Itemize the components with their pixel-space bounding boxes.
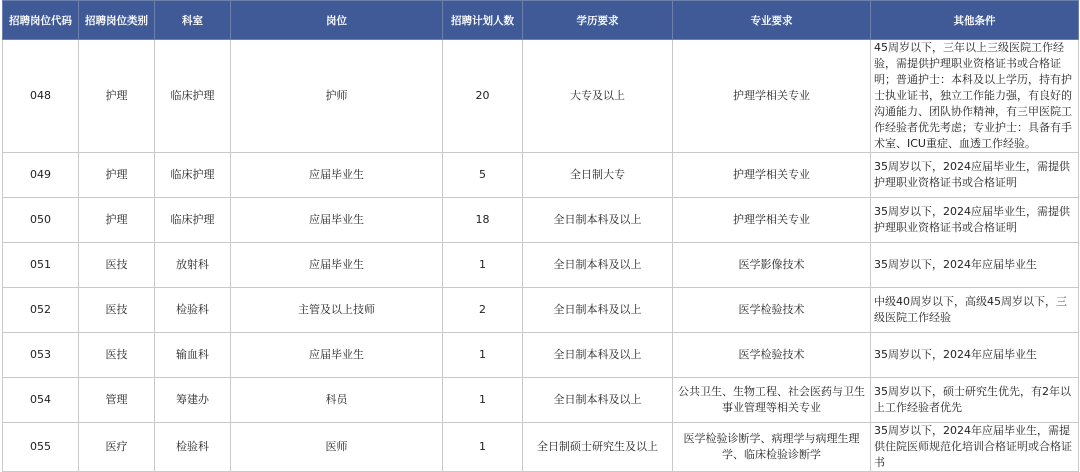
cell-category: 医技 [79,243,155,288]
cell-position: 应届毕业生 [231,198,443,243]
cell-major: 护理学相关专业 [673,40,871,153]
cell-code: 048 [3,40,79,153]
cell-position: 应届毕业生 [231,333,443,378]
cell-department: 临床护理 [155,153,231,198]
table-row [3,423,1079,472]
cell-conditions: 35周岁以下，2024年应届毕业生，需提供住院医师规范化培训合格证明或合格证书 [871,423,1079,472]
cell-education: 大专及以上 [523,40,673,153]
header-other-conditions: 其他条件 [871,1,1079,40]
cell-conditions: 35周岁以下，2024年应届毕业生 [871,243,1079,288]
cell-education: 全日制大专 [523,153,673,198]
cell-count: 1 [443,243,523,288]
cell-conditions: 中级40周岁以下，高级45周岁以下，三级医院工作经验 [871,288,1079,333]
cell-code: 049 [3,153,79,198]
recruitment-table [2,0,1079,472]
cell-department: 放射科 [155,243,231,288]
cell-code: 055 [3,423,79,472]
cell-education: 全日制硕士研究生及以上 [523,423,673,472]
cell-major: 医学检验技术 [673,288,871,333]
cell-conditions: 45周岁以下，三年以上三级医院工作经验，需提供护理职业资格证书或合格证明；普通护士：本科及以上学历，持有护士执业证书，独立工作能力强，有良好的沟通能力、团队协作精神，有三甲医院工作经验者优先考虑；专业护士：具备有手术室、ICU重症、血透工作经验。 [871,40,1079,153]
cell-major: 医学影像技术 [673,243,871,288]
table-row [3,153,1079,198]
cell-conditions: 35周岁以下，2024应届毕业生，需提供护理职业资格证书或合格证明 [871,198,1079,243]
header-position-code: 招聘岗位代码 [3,1,79,40]
cell-category: 护理 [79,153,155,198]
header-department: 科室 [155,1,231,40]
cell-count: 5 [443,153,523,198]
cell-position: 医师 [231,423,443,472]
cell-education: 全日制本科及以上 [523,243,673,288]
header-major: 专业要求 [673,1,871,40]
cell-department: 临床护理 [155,40,231,153]
cell-position: 主管及以上技师 [231,288,443,333]
cell-category: 护理 [79,198,155,243]
cell-education: 全日制本科及以上 [523,288,673,333]
header-position: 岗位 [231,1,443,40]
cell-department: 检验科 [155,423,231,472]
cell-conditions: 35周岁以下，2024年应届毕业生 [871,333,1079,378]
table-row [3,40,1079,153]
cell-category: 管理 [79,378,155,423]
cell-department: 检验科 [155,288,231,333]
cell-code: 053 [3,333,79,378]
header-planned-count: 招聘计划人数 [443,1,523,40]
cell-department: 筹建办 [155,378,231,423]
cell-conditions: 35周岁以下，2024应届毕业生，需提供护理职业资格证书或合格证明 [871,153,1079,198]
cell-category: 护理 [79,40,155,153]
cell-code: 054 [3,378,79,423]
cell-count: 1 [443,333,523,378]
header-position-category: 招聘岗位类别 [79,1,155,40]
table-row [3,243,1079,288]
table-row [3,288,1079,333]
cell-department: 临床护理 [155,198,231,243]
cell-count: 1 [443,378,523,423]
cell-category: 医技 [79,333,155,378]
cell-major: 公共卫生、生物工程、社会医药与卫生事业管理等相关专业 [673,378,871,423]
cell-major: 医学检验诊断学、病理学与病理生理学、临床检验诊断学 [673,423,871,472]
cell-position: 护师 [231,40,443,153]
cell-department: 输血科 [155,333,231,378]
header-row [3,1,1079,40]
cell-code: 050 [3,198,79,243]
cell-category: 医疗 [79,423,155,472]
cell-position: 应届毕业生 [231,243,443,288]
cell-education: 全日制本科及以上 [523,333,673,378]
cell-conditions: 35周岁以下，硕士研究生优先，有2年以上工作经验者优先 [871,378,1079,423]
cell-position: 科员 [231,378,443,423]
header-education: 学历要求 [523,1,673,40]
cell-major: 医学检验技术 [673,333,871,378]
table-row [3,378,1079,423]
cell-major: 护理学相关专业 [673,153,871,198]
cell-count: 1 [443,423,523,472]
table-row [3,198,1079,243]
cell-major: 护理学相关专业 [673,198,871,243]
cell-code: 052 [3,288,79,333]
cell-count: 2 [443,288,523,333]
cell-code: 051 [3,243,79,288]
cell-education: 全日制本科及以上 [523,198,673,243]
cell-count: 20 [443,40,523,153]
cell-education: 全日制本科及以上 [523,378,673,423]
cell-category: 医技 [79,288,155,333]
cell-position: 应届毕业生 [231,153,443,198]
cell-count: 18 [443,198,523,243]
table-row [3,333,1079,378]
